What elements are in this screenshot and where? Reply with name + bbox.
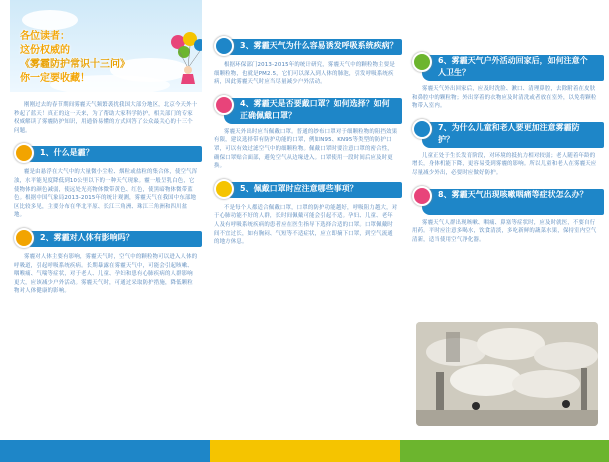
q6-title: 6、雾霾天气户外活动回家后，如何注意个人卫生？ — [438, 56, 588, 77]
smog-scene — [416, 322, 598, 426]
footer-blue-left — [0, 440, 210, 462]
q7-text: 儿童正处于生长发育阶段，对环境的抵抗力相对较弱；老人随着年龄的增长，身体机能下降，更容易受到雾霾的影响。所以儿童和老人在雾霾天应尽量减少外出，必要时应做好防护。 — [412, 152, 597, 176]
q1-heading — [10, 143, 202, 165]
balloon-girl-illustration — [170, 32, 202, 87]
smog-cartoon-illustration — [416, 322, 598, 426]
q3-answer — [210, 58, 402, 87]
q1-answer — [10, 165, 202, 220]
q8-title: 8、雾霾天气出现咳嗽咽痛等症状怎么办？ — [438, 189, 588, 199]
panel-right — [408, 0, 604, 440]
q6-answer — [408, 82, 604, 111]
q6-ball-icon — [412, 52, 432, 72]
q7-ball-icon — [412, 119, 432, 139]
q7-answer — [408, 149, 604, 178]
q8-text: 雾霾天气人群出现咳嗽、咽痛、鼻塞等症状时，应及时就医，不要自行用药。平时应注意多喝水，饮食清淡，多吃新鲜的蔬菜水果，保持室内空气清新，适当使用空气净化器。 — [412, 219, 597, 243]
q5-title: 5、佩戴口罩时应注意哪些事项？ — [240, 183, 358, 193]
q5-ball-icon — [214, 179, 234, 199]
footer-yellow — [210, 440, 400, 462]
q4-heading — [210, 95, 402, 125]
q5-heading — [210, 179, 402, 201]
q4-text: 雾霾天外出时应当佩戴口罩。普通的纱布口罩对于细颗粒物的阻挡效果有限，建议选择带有防护功能的口罩，例如N95、KN95等类型的防护口罩，可以有效过滤空气中的细颗粒物。佩戴口罩时要注意口罩的密合性，确保口罩贴合面部，避免空气从边缘进入。口罩使用一段时间后应及时更换。 — [214, 128, 398, 170]
q4-title: 4、雾霾天是否要戴口罩？如何选择？如何正确佩戴口罩？ — [240, 98, 390, 120]
q4-answer — [210, 125, 402, 171]
q2-heading — [10, 228, 202, 250]
q2-text: 雾霾对人体主要有影响，雾霾天气时，空气中的颗粒物可以进入人体的呼吸道，引起呼吸系统疾病。长期暴露在雾霾天气中，可能会引起咳嗽、咽喉痛、气喘等症状，对于老人、儿童、孕妇和患有心肺疾病的人群影响更大，应该减少户外活动。雾霾天气时，可通过采取防护措施，降低颗粒物对人体健康的影响。 — [14, 253, 198, 295]
q7-title: 7、为什么儿童和老人要更加注意雾霾防护？ — [438, 122, 580, 144]
q3-heading — [210, 36, 402, 58]
q3-title: 3、雾霾天气为什么容易诱发呼吸系统疾病？ — [240, 41, 398, 50]
greeting-text — [20, 30, 130, 86]
q6-text: 雾霾天气外出回家后，应及时洗脸、漱口、清理鼻腔，去除附着在皮肤和鼻腔中的颗粒物；外出穿着的衣物应及时清洗或者放在室外，以免将颗粒物带入室内。 — [412, 86, 597, 110]
q5-answer — [210, 201, 402, 247]
q2-answer — [10, 250, 202, 296]
q1-title: 1、什么是霾？ — [40, 148, 94, 158]
q7-heading — [408, 119, 604, 149]
intro-text: 刚刚过去的春节期间雾霾天气频繁袭扰我国大部分地区，北京今天外十秒起了蓝天！真正的这一天来，为了帮助大家科学防护，相关部门的专家权威解读了雾霾防护知识，用通俗易懂的方式回答了公众最关心的十三个问题。 — [14, 102, 198, 134]
greeting-line-1: 各位读者： — [20, 31, 70, 42]
q1-text: 霾是由悬浮在大气中的大量微小尘粒、烟粒或盐粒的集合体，使空气浑浊，水平能见度降低到10公里以下的一种天气现象。霾一般呈乳白色，它使物体的颜色减弱，使远处光亮物体微带黄色、红色，使黑暗物体微带蓝色。根据中国气象局2013-2015年的统计观测，雾霾天气在我国中东部地区比较多见，主要分布在华北平原、长江三角洲、珠江三角洲和四川盆地。 — [14, 169, 198, 219]
intro-banner — [10, 0, 202, 92]
q6-heading — [408, 52, 604, 82]
panel-left — [10, 0, 202, 440]
greeting-line-2: 这份权威的 — [20, 45, 70, 56]
q8-heading — [408, 186, 604, 216]
footer-green — [400, 440, 609, 462]
q2-title: 2、雾霾对人体有影响吗？ — [40, 232, 134, 242]
greeting-line-3: 《雾霾防护常识十三问》 — [20, 59, 130, 70]
greeting-line-4: 你一定要收藏！ — [20, 73, 90, 84]
q3-ball-icon — [214, 36, 234, 56]
q4-ball-icon — [214, 95, 234, 115]
q3-text: 根据环保部门2013-2015年的统计研究，雾霾天气中的颗粒物主要是细颗粒物，也就是PM2.5，它们可以深入到人体的肺泡，引发呼吸系统疾病，因此雾霾天气时应当尽量减少户外活动。 — [214, 62, 395, 86]
q8-answer — [408, 216, 604, 245]
q2-ball-icon — [14, 228, 34, 248]
panel-middle — [210, 0, 402, 440]
q8-ball-icon — [412, 186, 432, 206]
footer-color-strip — [0, 440, 609, 462]
intro-paragraph — [10, 98, 202, 135]
q5-text: 不是每个人都适合佩戴口罩，口罩的防护功能越好，呼吸阻力越大，对于心肺功能不好的人群，长时间佩戴可能会引起不适。孕妇、儿童、老年人及有呼吸系统疾病的患者应在医生指导下选择合适的口罩。口罩佩戴时间不宜过长，如有胸闷、气短等不适症状，应立即摘下口罩，到空气流通的地方休息。 — [214, 204, 398, 246]
